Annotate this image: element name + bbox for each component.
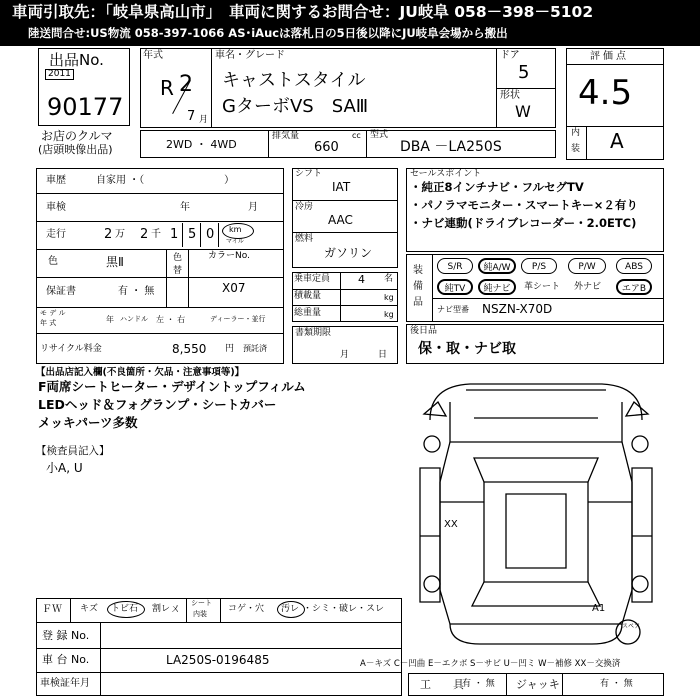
jack-value: 有 ・ 無 (600, 679, 633, 689)
warranty-label: 保証書 (46, 286, 76, 297)
doors-value: 5 (518, 62, 530, 83)
fw-label: ＦＷ (42, 604, 62, 615)
color-change-label-1: 色 (173, 253, 183, 263)
year-era: R (160, 76, 174, 100)
docs-month-unit: 月 (340, 350, 350, 360)
lot-label: 出品No. (49, 51, 104, 69)
shape-value: W (515, 102, 531, 121)
recycle-unit: 円 (225, 344, 235, 354)
capacity-label: 乗車定員 (294, 274, 331, 284)
recycle-label: リサイクル料金 (40, 344, 102, 354)
fw-item: 内装 (193, 610, 207, 618)
equipment-label-3: 品 (413, 297, 423, 308)
mileage-digit: 2 (104, 227, 113, 242)
model-label: 車名・グレード (215, 50, 285, 61)
type-label: 型式 (370, 130, 389, 140)
chassis-value: LA250S-0196485 (166, 653, 270, 667)
model-name: キャストスタイル (222, 70, 366, 91)
color-code: X07 (222, 281, 246, 295)
header-line-2: 陸送問合せ:US物流 058-397-1066 AS･iAucは落札日の5日後以降にJU岐阜会場から搬出 (28, 26, 508, 40)
history-value: 自家用 ・（ ） (96, 175, 235, 186)
docs-day-unit: 日 (378, 350, 388, 360)
interior-label-2: 装 (571, 144, 581, 154)
model-year-unit: 年 (106, 315, 114, 324)
page-header (0, 0, 700, 46)
sales-point: ・純正8インチナビ・フルセグTV (410, 180, 584, 194)
fw-item: ・シミ・破レ・スレ (303, 604, 385, 614)
color-value: 黒Ⅱ (106, 255, 124, 269)
sales-point: ・パノラマモニター・スマートキー×２有り (410, 198, 638, 212)
recycle-value: 8,550 (172, 342, 207, 356)
equipment-power-steering: P/S (521, 258, 557, 274)
inspector-label: 【検査員記入】 (36, 445, 110, 457)
score-label: 評価点 (590, 51, 629, 62)
handle-label: ハンドル (120, 315, 148, 323)
navi-model-value: NSZN-X70D (482, 302, 553, 316)
capacity-unit: 名 (384, 274, 394, 284)
jack-label: ジャッキ (516, 678, 560, 691)
equipment-factory-tv: 純TV (437, 279, 473, 295)
interior-label-1: 内 (571, 128, 581, 138)
ac-value: AAC (328, 213, 353, 227)
damage-mark-a1: A1 (592, 603, 606, 614)
mileage-digit: 0 (206, 227, 215, 242)
first-reg-label: 車検証年月 (40, 678, 90, 689)
fw-item: ㄨ (170, 602, 181, 615)
load-unit: kg (384, 293, 394, 302)
displacement-unit: cc (352, 131, 361, 140)
year-month: 7 (187, 109, 196, 124)
drive-type: 2WD ・ 4WD (166, 138, 237, 151)
handle-value: 左 ・ 右 (156, 315, 186, 324)
shift-value: IAT (332, 180, 351, 194)
docs-label: 書類期限 (295, 328, 332, 338)
year-month-unit: 月 (199, 115, 209, 125)
notes-line: メッキパーツ多数 (38, 415, 138, 430)
sales-point: ・ナビ連動(ドライブレコーダー・2.0ETC) (410, 216, 637, 230)
details-grid (36, 168, 284, 364)
chassis-label: 車 台 No. (42, 653, 90, 666)
km-unit: km (229, 225, 242, 234)
spare-label: スペア (622, 623, 641, 630)
lot-box (38, 48, 130, 126)
model-year-label-2: 年 式 (40, 319, 57, 327)
fw-item: キズ (80, 604, 98, 614)
fw-item: 汚レ (281, 604, 300, 614)
navi-model-label: ナビ型番 (437, 305, 469, 314)
mile-unit: マイル (226, 238, 244, 245)
damage-legend: A－キズ C－凹曲 E－エクボ S－サビ U－凹ミ W－補修 XX－交換済 (360, 659, 621, 669)
notes-line: LEDヘッド＆フォグランプ・シートカバー (38, 397, 277, 412)
car-damage-diagram (410, 372, 662, 650)
year-label: 年式 (143, 50, 163, 61)
addon-label: 後日品 (410, 326, 438, 336)
gross-unit: kg (384, 310, 394, 319)
equipment-aftermarket-navi: 外ナビ (574, 282, 602, 292)
color-change-label-2: 替 (173, 266, 183, 276)
shift-label: シフト (295, 169, 323, 179)
mileage-unit-man: 万 (115, 229, 125, 240)
doors-label: ドア (500, 50, 520, 61)
inspector-value: 小A, U (46, 461, 83, 475)
gross-label: 総重量 (294, 308, 322, 318)
color-label: 色 (48, 256, 58, 267)
interior-score: A (610, 129, 624, 153)
equipment-alloy-wheels: 純A/W (478, 258, 516, 274)
mileage-digit: 5 (188, 227, 197, 242)
fuel-value: ガソリン (324, 246, 373, 260)
reg-year-badge: 2011 (45, 69, 74, 80)
equipment-label-1: 装 (413, 265, 423, 276)
fuel-label: 燃料 (295, 234, 314, 244)
header-line-1: 車両引取先：「岐阜県高山市」 車両に関するお問合せ：JU岐阜 058－398－5102 (12, 3, 594, 21)
load-label: 積載量 (294, 291, 322, 301)
mileage-digit: 1 (170, 227, 179, 242)
register-label: 登 録 No. (42, 629, 90, 642)
notes-label: 【出品店記入欄(不良箇所・欠品・注意事項等)】 (36, 367, 245, 378)
history-label: 車歴 (46, 175, 66, 186)
inspection-month-unit: 月 (248, 202, 258, 213)
tools-value: 有 ・ 無 (462, 679, 495, 689)
damage-mark-xx: XX (444, 519, 458, 530)
inspection-label: 車検 (46, 202, 66, 213)
equipment-airbag: エアB (616, 279, 652, 295)
color-code-label: カラーNo. (208, 251, 250, 261)
warranty-value: 有 ・ 無 (118, 286, 155, 297)
shape-label: 形状 (500, 90, 520, 101)
fw-item: 割レ (152, 604, 171, 614)
fw-item: シート (191, 599, 212, 607)
equipment-power-windows: P/W (568, 258, 606, 274)
inspection-year-unit: 年 (180, 202, 190, 213)
lot-number: 90177 (47, 93, 124, 121)
tools-label: 工 具 (420, 678, 464, 691)
shop-note-2: (店頭映像出品) (38, 143, 113, 156)
fw-item: コゲ・穴 (228, 604, 265, 614)
equipment-leather-seats: 革シート (524, 282, 561, 292)
notes-line: F両席シートヒーター・デザイントップフィルム (38, 379, 306, 394)
displacement-value: 660 (314, 140, 339, 155)
fw-item: トビ石 (111, 604, 139, 614)
year-value: 2 (179, 72, 193, 97)
sales-label: セールスポイント (410, 169, 482, 179)
score-value: 4.5 (578, 73, 633, 113)
ac-label: 冷房 (295, 202, 314, 212)
mileage-digit: 2 (140, 227, 149, 242)
recycle-note: 預託済 (243, 344, 267, 353)
displacement-label: 排気量 (272, 131, 300, 141)
model-grade: GターボVS SAⅢ (222, 96, 369, 117)
equipment-sunroof: S/R (437, 258, 473, 274)
type-value: DBA －LA250S (400, 139, 502, 155)
mileage-unit-sen: 千 (151, 229, 161, 240)
mileage-label: 走行 (46, 229, 66, 240)
shop-note-1: お店のクルマ (41, 129, 113, 143)
equipment-factory-navi: 純ナビ (478, 279, 516, 295)
dealer-label: ディーラー・並行 (210, 315, 266, 323)
equipment-label-2: 備 (413, 281, 423, 292)
capacity-value: 4 (358, 273, 365, 286)
model-year-label-1: モ デ ル (40, 309, 66, 317)
equipment-abs: ABS (616, 258, 652, 274)
addon-value: 保・取・ナビ取 (418, 341, 516, 357)
